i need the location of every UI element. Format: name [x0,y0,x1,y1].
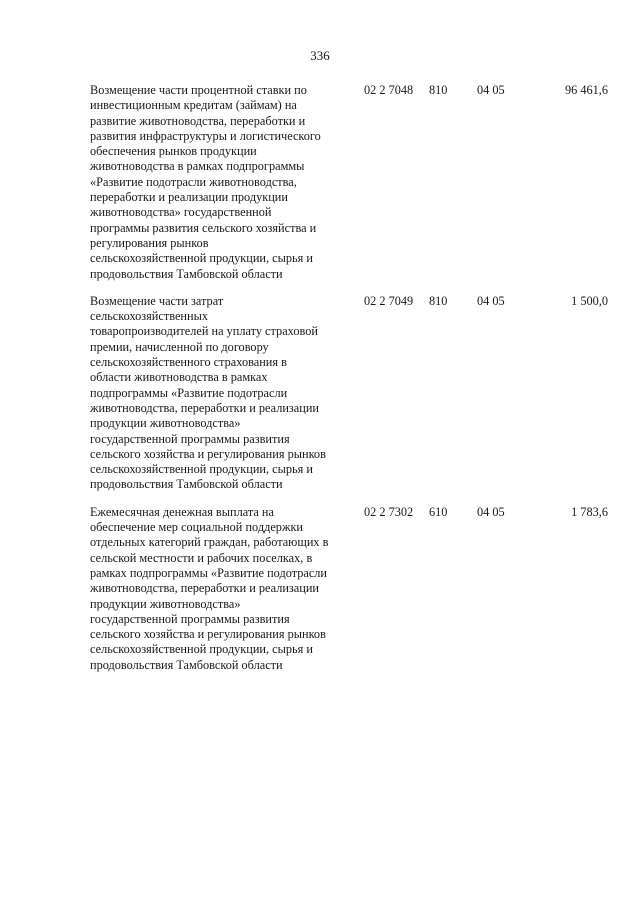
budget-table [90,83,610,685]
section-code: 04 05 [477,504,505,519]
table-row [90,83,610,282]
section-code: 04 05 [477,83,505,97]
amount: 1 500,0 [571,293,608,308]
table-row [90,505,610,673]
expense-type-code: 810 [429,293,448,308]
target-article-code: 02 2 7048 [364,83,414,97]
page-number: 336 [310,48,330,63]
section-code: 04 05 [477,293,505,308]
amount: 96 461,6 [564,83,608,97]
expense-type-code: 810 [429,83,448,97]
row-description: Возмещение части затрат сельскохозяйственных товаропроизводителей на уплату страховой премии, начисленной по договору сельскохозяйственного страхования в области животноводства в рамках подпрограммы «Развитие подотрасли животноводства, переработки и реализации продукции животноводства» государственной программы развития сельского хозяйства и регулирования рынков сельскохозяйственной продукции, сырья и продовольствия Тамбовской области [90,293,326,492]
row-description: Возмещение части процентной ставки по инвестиционным кредитам (займам) на развитие животноводства, переработки и развития инфраструктуры и логистического обеспечения рынков продукции животноводства в рамках подпрограммы «Развитие подотрасли животноводства, переработки и реализации продукции животноводства» государственной программы развития сельского хозяйства и регулирования рынков сельскохозяйственной продукции, сырья и продовольствия Тамбовской области [90,83,321,281]
amount: 1 783,6 [571,504,608,519]
table-row [90,294,610,493]
expense-type-code: 610 [429,504,448,519]
row-description: Ежемесячная денежная выплата на обеспечение мер социальной поддержки отдельных категорий граждан, работающих в сельской местности и рабочих поселках, в рамках подпрограммы «Развитие подотрасли животноводства, переработки и реализации продукции животноводства» государственной программы развития сельского хозяйства и регулирования рынков сельскохозяйственной продукции, сырья и продовольствия Тамбовской области [90,504,329,672]
target-article-code: 02 2 7049 [364,293,414,308]
target-article-code: 02 2 7302 [364,504,414,519]
